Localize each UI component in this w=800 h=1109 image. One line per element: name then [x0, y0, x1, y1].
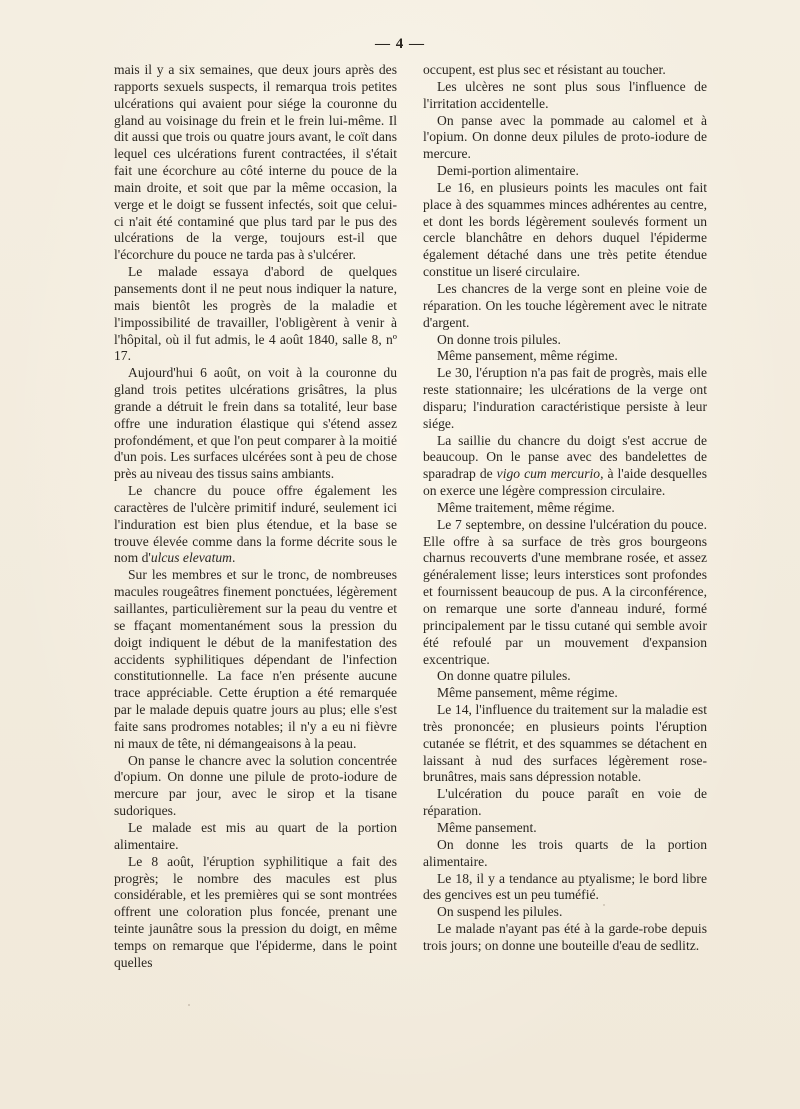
- paragraph-text: Les ulcères ne sont plus sous l'influence de l'irritation accidentelle.: [423, 78, 707, 111]
- paragraph-text: Le chancre du pouce offre également les caractères de l'ulcère primitif induré, seulement ici l'induration est bien plus étendue, et la base se trouve élevée comme dans la forme décrite sous le nom d': [114, 483, 397, 566]
- paragraph: [423, 332, 707, 349]
- paragraph-text: Le malade est mis au quart de la portion alimentaire.: [114, 819, 397, 852]
- paragraph: [423, 921, 707, 955]
- paragraph: [423, 281, 707, 332]
- paragraph-text: On panse le chancre avec la solution concentrée d'opium. On donne une pilule de proto-iodure de mercure par jour, avec le sirop et la tisane sudoriques.: [114, 752, 397, 819]
- paragraph: [423, 517, 707, 669]
- paragraph-text: L'ulcération du pouce paraît en voie de réparation.: [423, 786, 707, 819]
- paragraph: [423, 365, 707, 432]
- paragraph: [423, 820, 707, 837]
- paragraph: [423, 871, 707, 905]
- left-text-column: [114, 62, 397, 972]
- paragraph-text: occupent, est plus sec et résistant au toucher.: [423, 62, 666, 77]
- paragraph: [423, 837, 707, 871]
- paragraph: [114, 854, 397, 972]
- italic-term: ulcus elevatum: [150, 550, 232, 566]
- italic-term: vigo cum mercurio: [496, 466, 601, 482]
- paragraph: [114, 567, 397, 752]
- page-number: — 4 —: [375, 36, 425, 52]
- paragraph: [423, 702, 707, 786]
- paper-speck: [188, 1004, 190, 1006]
- paragraph: [114, 62, 397, 264]
- paragraph-text: Même pansement.: [437, 819, 537, 835]
- paragraph-text: Le 18, il y a tendance au ptyalisme; le bord libre des gencives est un peu tuméfié.: [423, 870, 707, 903]
- paragraph-text: On suspend les pilules.: [437, 904, 563, 920]
- paragraph: [114, 365, 397, 483]
- paragraph-text: Le malade essaya d'abord de quelques pansements dont il ne peut nous indiquer la nature, mais bientôt les progrès de la maladie et l'impossibilité de travailler, l'obligèrent à venir à l'hôpital, où il fut admis, le 4 août 1840, salle 8, nº 17.: [114, 264, 397, 364]
- paragraph: [423, 62, 707, 79]
- paragraph: [114, 820, 397, 854]
- paragraph-text: Les chancres de la verge sont en pleine voie de réparation. On les touche légèrement avec le nitrate d'argent.: [423, 280, 707, 330]
- paragraph-text: Le 7 septembre, on dessine l'ulcération du pouce. Elle offre à sa surface de très gros bourgeons charnus recouverts d'une membrane rosée, et assez généralement lisse; leurs interstices sont profondes et fournissent beaucoup de pus. A la circonférence, on remarque une sorte d'anneau induré, formé principalement par le tissu cutané qui semble avoir été refoulé par un mouvement d'expansion excentrique.: [423, 516, 707, 667]
- paragraph: [423, 163, 707, 180]
- paragraph-text: Même pansement, même régime.: [437, 685, 618, 701]
- paragraph: [423, 348, 707, 365]
- paragraph-text: Même traitement, même régime.: [437, 499, 615, 515]
- paragraph-text-tail: .: [231, 550, 236, 566]
- paragraph: [423, 500, 707, 517]
- paragraph: [423, 904, 707, 921]
- paragraph-text: Le 8 août, l'éruption syphilitique a fait des progrès; le nombre des macules est plus considérable, et les premières qui se sont montrées offrent une coloration plus foncée, prenant une teinte jaunâtre sous la pression du doigt, en même temps on remarque que l'épiderme, dans le point quelles: [114, 853, 397, 970]
- paragraph: [423, 685, 707, 702]
- paragraph-text: On donne quatre pilules.: [437, 668, 571, 684]
- paragraph: [114, 753, 397, 820]
- paragraph-text: On donne les trois quarts de la portion alimentaire.: [423, 836, 707, 869]
- paragraph-text: Demi-portion alimentaire.: [437, 163, 579, 179]
- paragraph-text: mais il y a six semaines, que deux jours après des rapports sexuels suspects, il remarqua trois petites ulcérations qui avaient pour siége la couronne du gland au voisinage du frein et le frein lui-même. Il dit aussi que trois ou quatre jours avant, le coït dans lequel ces ulcérations furent contractées, il s'était fait une écorchure au côté interne du pouce de la main droite, et soit que par la même occasion, la verge et le doigt se fussent infectés, soit que celui-ci n'ait été contaminé que plus tard par le pus des ulcérations de la verge, toujours est-il que l'écorchure du pouce ne tarda pas à s'ulcérer.: [114, 62, 397, 263]
- paragraph: [423, 668, 707, 685]
- paragraph-text: Sur les membres et sur le tronc, de nombreuses macules rougeâtres finement ponctuées, légèrement saillantes, particulièrement sur la peau du ventre et se ffaçant momentanément sous la pression du doigt indiquent le début de la manifestation des accidents syphilitiques dépendant de l'infection constitutionnelle. La face n'en présente aucune trace appréciable. Cette éruption a été remarquée par le malade depuis quatre jours au plus; elle s'est faite sans prodromes notables; il n'y a eu ni fièvre ni maux de tête, ni démangeaisons à la peau.: [114, 567, 397, 751]
- paragraph-text: Même pansement, même régime.: [437, 348, 618, 364]
- paragraph-text: La saillie du chancre du doigt s'est accrue de beaucoup. On le panse avec des bandelettes de sparadrap de: [423, 432, 707, 482]
- paragraph: [423, 180, 707, 281]
- paragraph: [114, 483, 397, 567]
- paragraph-text: Le 14, l'influence du traitement sur la maladie est très prononcée; en plusieurs points l'éruption cutanée se flétrit, et des squammes se détachent en laissant à nud des surfaces légèrement rose-brunâtres, mais sans dépression notable.: [423, 702, 707, 785]
- paragraph: [423, 786, 707, 820]
- paragraph: [423, 433, 707, 500]
- paper-speck: [603, 904, 605, 906]
- paragraph: [423, 79, 707, 113]
- paragraph-text: Le 16, en plusieurs points les macules ont fait place à des squammes minces adhérentes au centre, et dont les bords légèrement soulevés forment un cercle blanchâtre en dehors duquel l'épiderme également détaché dans une très petite étendue constitue un liseré circulaire.: [423, 179, 707, 280]
- paragraph-text-tail: , à l'aide desquelles on exerce une légère compression circulaire.: [423, 466, 707, 499]
- paragraph-text: Le 30, l'éruption n'a pas fait de progrès, mais elle reste stationnaire; les ulcérations de la verge ont disparu; l'induration caractéristique persiste à leur siége.: [423, 365, 707, 431]
- paragraph: [114, 264, 397, 365]
- paragraph: [423, 113, 707, 164]
- paragraph-text: On panse avec la pommade au calomel et à l'opium. On donne deux pilules de proto-iodure de mercure.: [423, 112, 707, 162]
- paragraph-text: On donne trois pilules.: [437, 331, 561, 347]
- paragraph-text: Le malade n'ayant pas été à la garde-robe depuis trois jours; on donne une bouteille d'eau de sedlitz.: [423, 921, 707, 953]
- paragraph-text: Aujourd'hui 6 août, on voit à la couronne du gland trois petites ulcérations grisâtres, la plus grande a détruit le frein dans sa totalité, leur base offre une induration élastique qui s'étend assez profondément, et que l'on peut comparer à la moitié d'un pois. Les surfaces ulcérées sont à peu de chose près au niveau des tissus sains ambiants.: [114, 365, 397, 482]
- right-text-column: [423, 62, 707, 955]
